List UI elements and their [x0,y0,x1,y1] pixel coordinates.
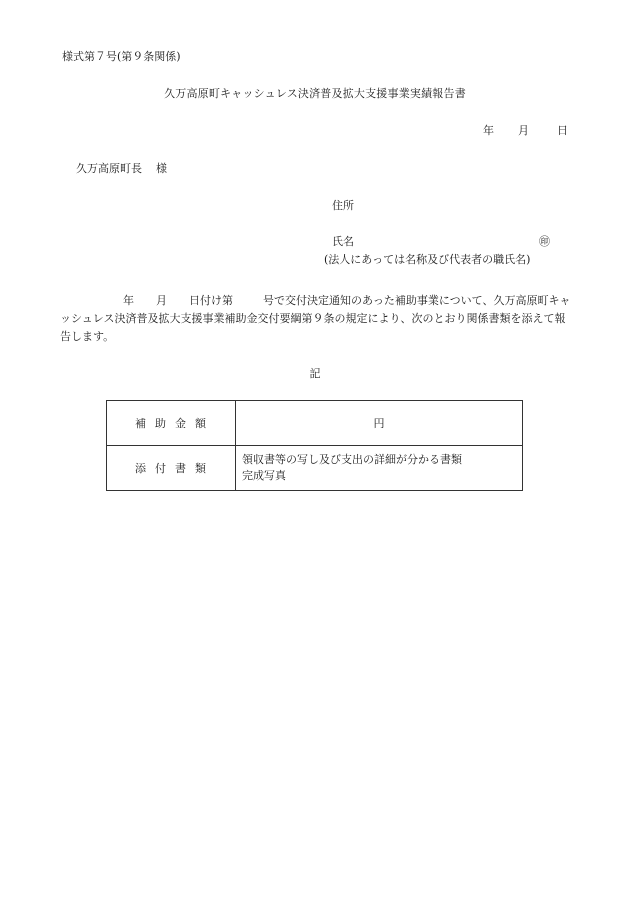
body-day-suffix: 日付け第 [189,294,233,307]
attachment-item: 完成写真 [242,469,286,482]
attachment-item: 領収書等の写し及び支出の詳細が分かる書類 [242,453,462,466]
seal-mark: ㊞ [539,235,550,248]
subsidy-amount-label: 補助金額 [107,401,236,446]
subsidy-amount-value: 円 [236,401,523,446]
document-title: 久万高原町キャッシュレス決済普及拡大支援事業実績報告書 [164,87,466,100]
date-year: 年 [483,124,494,137]
table-row [107,446,523,491]
body-month: 月 [156,294,167,307]
address-label: 住所 [332,199,354,212]
table-row [107,401,523,446]
body-year: 年 [123,294,134,307]
report-body-text [60,292,572,346]
addressee [76,162,167,176]
report-table [106,400,523,491]
attachments-value [236,446,523,491]
name-note: (法人にあっては名称及び代表者の職氏名) [324,253,531,266]
date-month: 月 [518,124,529,137]
attachments-label: 添付書類 [107,446,236,491]
date-day: 日 [557,124,568,137]
name-label: 氏名 [332,235,354,248]
addressee-honorific: 様 [156,162,167,175]
form-number: 様式第７号(第９条関係) [62,50,181,63]
body-number-suffix: 号で交付決定通知のあった補助事業について、久万高原町キャッシュレス決済普及拡大支援事業補助金交付要綱第９条の規定により、次のとおり関係書類を添えて報告します。 [60,294,571,343]
ki-heading: 記 [309,367,321,380]
addressee-name: 久万高原町長 [76,162,142,175]
